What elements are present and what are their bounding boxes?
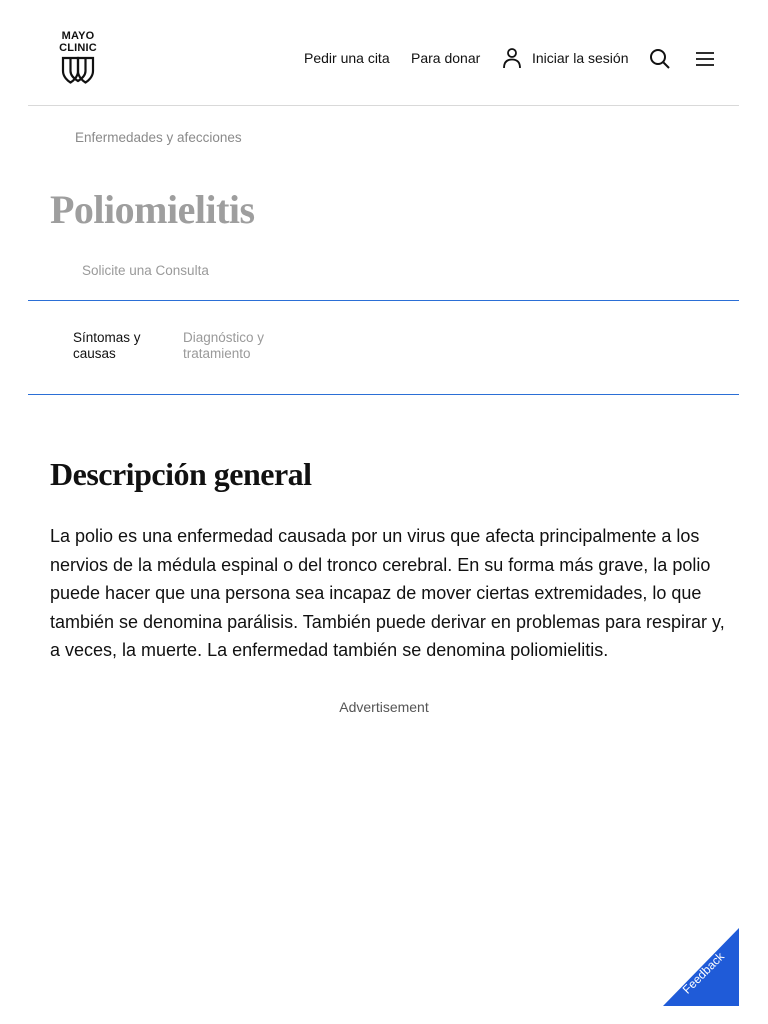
overview-paragraph: La polio es una enfermedad causada por un virus que afecta principalmente a los nervios de la médula espinal o del tronco cerebral. En su forma más grave, la polio puede hacer que una persona sea incapaz de mover ciertas extremidades, lo que también se denomina parálisis. También puede derivar en problemas para respirar y, a veces, la muerte. La enfermedad también se denomina poliomielitis. <box>50 526 725 661</box>
nav-donate-link[interactable]: Para donar <box>411 50 481 66</box>
page-title: Poliomielitis <box>50 187 255 232</box>
tab-symptoms-causes[interactable]: Síntomas y causas <box>73 330 141 361</box>
shield-logo-icon <box>59 55 97 85</box>
search-button[interactable] <box>649 48 671 75</box>
tab-diagnosis-treatment[interactable]: Diagnóstico y tratamiento <box>183 330 265 361</box>
section-heading: Descripción general <box>50 456 312 492</box>
hamburger-menu-icon <box>695 51 715 67</box>
advertisement-label: Advertisement <box>339 699 429 715</box>
site-header <box>28 0 739 106</box>
nav-appointment-link[interactable]: Pedir una cita <box>304 50 390 66</box>
logo-line-1: MAYO <box>61 30 95 42</box>
logo-line-2: CLINIC <box>59 42 97 54</box>
nav-signin-label: Iniciar la sesión <box>532 50 629 66</box>
user-icon <box>502 47 522 69</box>
feedback-button[interactable] <box>663 928 739 1006</box>
mayo-clinic-logo[interactable] <box>55 30 101 85</box>
search-icon <box>649 48 671 70</box>
request-consultation-link[interactable]: Solicite una Consulta <box>82 263 209 278</box>
menu-button[interactable] <box>695 51 715 72</box>
divider-bottom <box>28 394 739 395</box>
breadcrumb[interactable]: Enfermedades y afecciones <box>75 130 242 145</box>
feedback-label: Feedback <box>679 949 727 997</box>
divider-top <box>28 300 739 301</box>
